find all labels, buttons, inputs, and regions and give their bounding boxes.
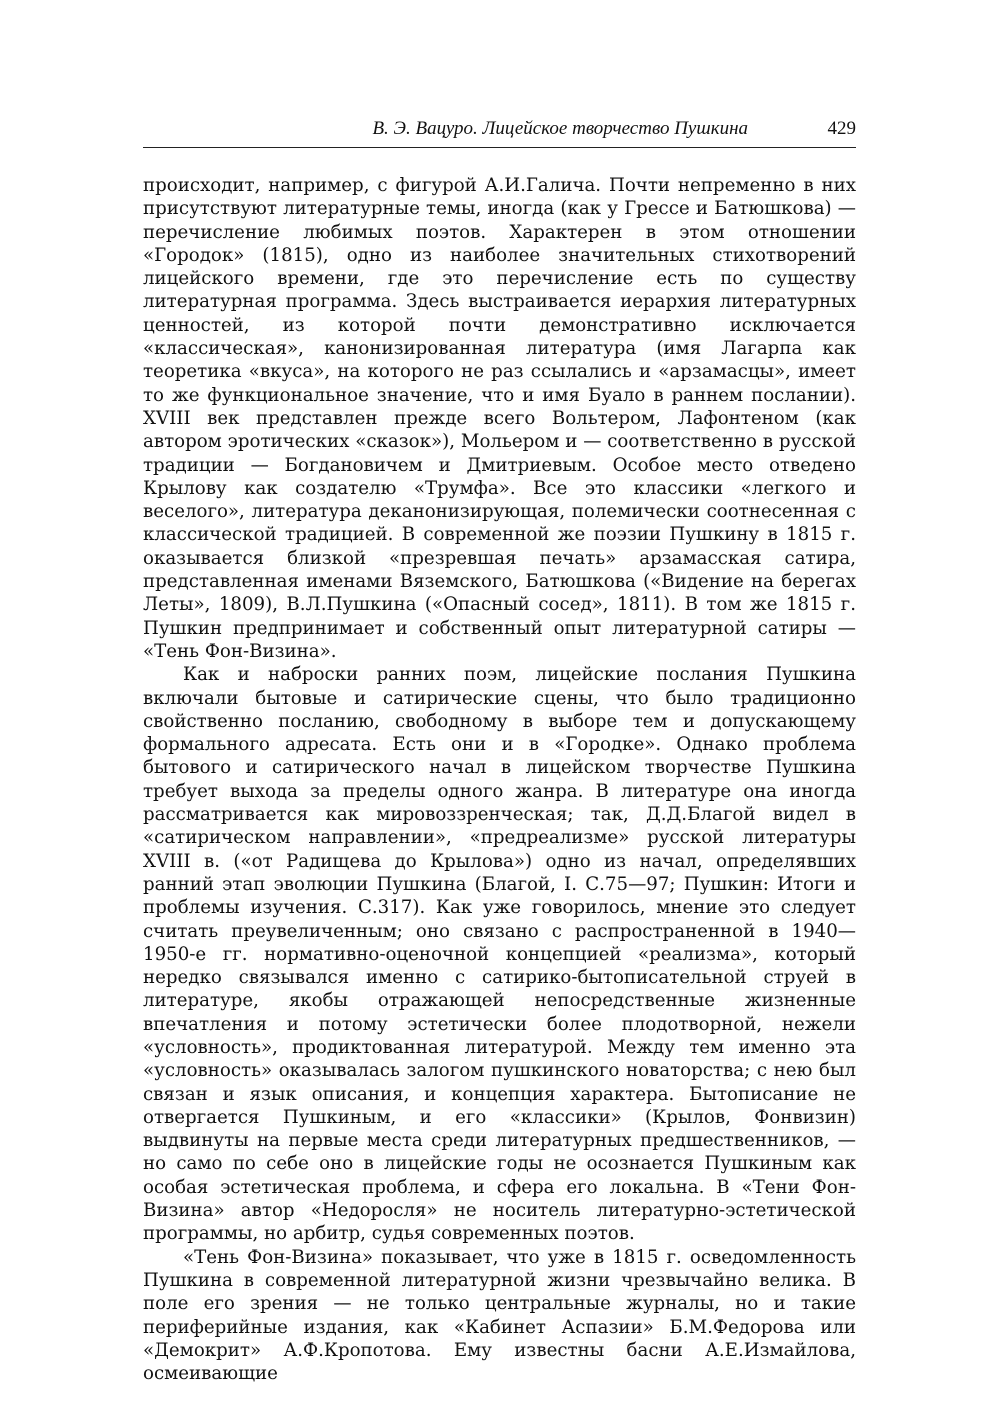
paragraph: «Тень Фон-Визина» показывает, что уже в 1815 г. осведомленность Пушкина в современной литературной жизни чрезвычайно велика. В поле его зрения — не только центральные журналы, но и такие периферийные издания, как «Кабинет Аспазии» Б.М.Федорова или «Демокрит» А.Ф.Кропотова. Ему известны басни А.Е.Измайлова, осмеивающие [143,1246,856,1385]
running-head [143,118,856,148]
running-title: В. Э. Вацуро. Лицейское творчество Пушкина [372,118,749,139]
body-text [143,174,856,1385]
page-number: 429 [827,118,856,139]
paragraph: происходит, например, с фигурой А.И.Галича. Почти непременно в них присутствуют литературные темы, иногда (как у Грессе и Батюшкова) — перечисление любимых поэтов. Характерен в этом отношении «Городок» (1815), одно из наиболее значительных стихотворений лицейского времени, где это перечисление есть по существу литературная программа. Здесь выстраивается иерархия литературных ценностей, из которой почти демонстративно исключается «классическая», канонизированная литература (имя Лагарпа как теоретика «вкуса», на которого не раз ссылались и «арзамасцы», имеет то же функциональное значение, что и имя Буало в раннем послании). XVIII век представлен прежде всего Вольтером, Лафонтеном (как автором эротических «сказок»), Мольером и — соответственно в русской традиции — Богдановичем и Дмитриевым. Особое место отведено Крылову как создателю «Трумфа». Все это классики «легкого и веселого», литература деканонизирующая, полемически соотнесенная с классической традицией. В современной же поэзии Пушкину в 1815 г. оказывается близкой «презревшая печать» арзамасская сатира, представленная именами Вяземского, Батюшкова («Видение на берегах Леты», 1809), В.Л.Пушкина («Опасный сосед», 1811). В том же 1815 г. Пушкин предпринимает и собственный опыт литературной сатиры — «Тень Фон-Визина». [143,175,856,662]
paragraph: Как и наброски ранних поэм, лицейские послания Пушкина включали бытовые и сатирические сцены, что было традиционно свойственно посланию, свободному в выборе тем и допускающему формального адресата. Есть они и в «Городке». Однако проблема бытового и сатирического начал в лицейском творчестве Пушкина требует выхода за пределы одного жанра. В литературе она иногда рассматривается как мировоззренческая; так, Д.Д.Благой видел в «сатирическом направлении», «предреализме» русской литературы XVIII в. («от Радищева до Крылова») одно из начал, определявших ранний этап эволюции Пушкина (Благой, I. С.75—97; Пушкин: Итоги и проблемы изучения. С.317). Как уже говорилось, мнение это следует считать преувеличенным; оно связано с распространенной в 1940—1950-е гг. нормативно-оценочной концепцией «реализма», который нередко связывался именно с сатирико-бытописательной струей в литературе, якобы отражающей непосредственные жизненные впечатления и потому эстетически более плодотворной, нежели «условность», продиктованная литературой. Между тем именно эта «условность» оказывалась залогом пушкинского новаторства; с нею был связан и язык описания, и концепция характера. Бытописание не отвергается Пушкиным, и его «классики» (Крылов, Фонвизин) выдвинуты на первые места среди литературных предшественников, — но само по себе оно в лицейские годы не осознается Пушкиным как особая эстетическая проблема, и сфера его локальна. В «Тени Фон-Визина» автор «Недоросля» не носитель литературно-эстетической программы, но арбитр, судья современных поэтов. [143,664,856,1245]
book-page [143,118,856,1385]
